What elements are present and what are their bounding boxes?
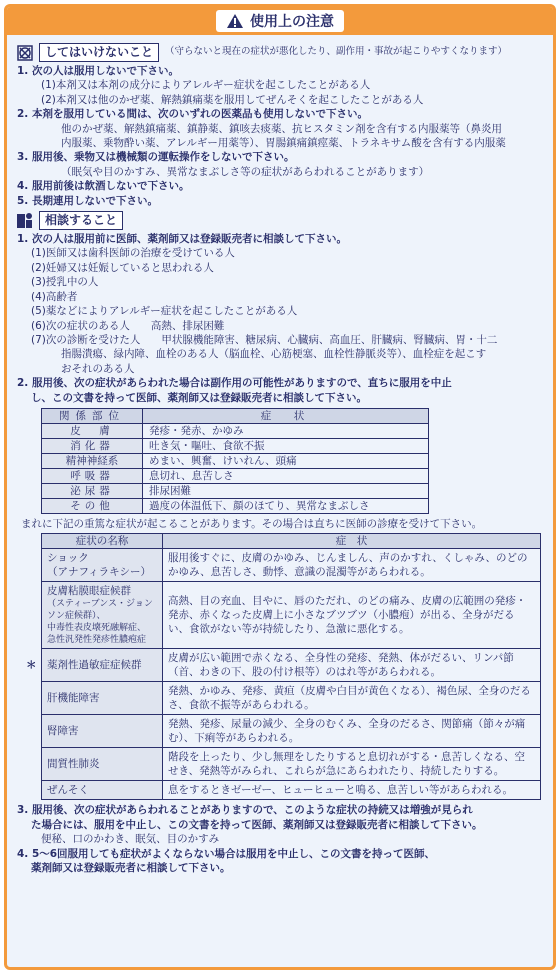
item-sub: 便秘、口のかわき、眠気、目のかすみ	[41, 833, 220, 846]
prohibited-icon	[17, 45, 33, 61]
table-cell: 息切れ、息苦しさ	[143, 468, 429, 483]
item-sub: (3)授乳中の人	[31, 276, 99, 289]
item-sub: (1)医師又は歯科医師の治療を受けている人	[31, 247, 235, 260]
symptom-description: 発熱、かゆみ、発疹、黄疸（皮膚や白目が黄色くなる）、褐色尿、全身のだるさ、食欲不振等があらわれる。	[163, 682, 541, 715]
symptom-name	[42, 582, 163, 649]
item-sub: (2)本剤又は他のかぜ薬、解熱鎮痛薬を服用してぜんそくを起こしたことがある人	[41, 93, 424, 106]
severe-table-wrap	[26, 533, 545, 800]
table-cell: その他	[42, 498, 143, 513]
consult-item-1	[17, 232, 545, 376]
item-sub: （眠気や目のかすみ、異常なまぶしさ等の症状があらわれることがあります）	[61, 165, 430, 178]
rare-severe-note: まれに下記の重篤な症状が起こることがあります。その場合は直ちに医師の診療を受けて下さい。	[21, 517, 483, 530]
item-sub: 内服薬、乗物酔い薬、アレルギー用薬等）、胃腸鎮痛鎮痙薬、トラネキサム酸を含有する内服薬	[61, 137, 506, 150]
symptom-name: ぜんそく	[42, 781, 163, 800]
symptom-name: 間質性肺炎	[42, 748, 163, 781]
table-cell: 精神神経系	[42, 453, 143, 468]
table-row	[42, 438, 429, 453]
dont-note: （守らないと現在の症状が悪化したり、副作用・事故が起こりやすくなります）	[165, 46, 508, 58]
table-cell: めまい、興奮、けいれん、頭痛	[143, 453, 429, 468]
table-row	[42, 423, 429, 438]
symptom-description: 服用後すぐに、皮膚のかゆみ、じんましん、声のかすれ、くしゃみ、のどのかゆみ、息苦しさ、動悸、意識の混濁等があらわれる。	[163, 549, 541, 582]
header-title-box	[216, 10, 344, 32]
table-cell: 消化器	[42, 438, 143, 453]
dont-item-4: 4. 服用前後は飲酒しないで下さい。	[17, 180, 190, 193]
table-header-row	[42, 534, 541, 549]
table-row	[42, 468, 429, 483]
symptom-description: 階段を上ったり、少し無理をしたりすると息切れがする・息苦しくなる、空せき、発熱等がみられ、これらが急にあらわれたり、持続したりする。	[163, 748, 541, 781]
consult-item-3	[17, 803, 545, 846]
item-heading: 1. 次の人は服用しないで下さい。	[17, 65, 179, 77]
table-row	[42, 748, 541, 781]
content	[7, 35, 553, 875]
side-effects-table	[41, 408, 429, 514]
item-heading: 3. 服用後、乗物又は機械類の運転操作をしないで下さい。	[17, 151, 295, 164]
star-mark: ＊	[26, 659, 37, 672]
symptom-description: 息をするときゼーゼー、ヒューヒューと鳴る、息苦しい等があらわれる。	[163, 781, 541, 800]
table-row	[42, 715, 541, 748]
table-cell: 皮 膚	[42, 423, 143, 438]
package-insert	[4, 4, 556, 970]
symptom-name-line: 中毒性表皮壊死融解症、	[47, 623, 147, 634]
symptom-name-line: ショック	[47, 552, 89, 565]
dont-label: してはいけないこと	[39, 43, 159, 62]
symptom-name-line: 急性汎発性発疹性膿疱症	[47, 635, 147, 646]
table-row	[42, 453, 429, 468]
item-sub: おそれのある人	[61, 362, 135, 375]
item-sub: (6)次の症状のある人 高熱、排尿困難	[31, 319, 225, 332]
item-sub: (2)妊婦又は妊娠していると思われる人	[31, 261, 214, 274]
item-sub: (1)本剤又は本剤の成分によりアレルギー症状を起こしたことがある人	[41, 79, 371, 92]
item-sub: 他のかぜ薬、解熱鎮痛薬、鎮静薬、鎮咳去痰薬、抗ヒスタミン剤を含有する内服薬等（鼻炎用	[61, 122, 502, 135]
column-header: 症 状	[143, 408, 429, 423]
warning-icon	[226, 13, 244, 29]
table-cell: 排尿困難	[143, 483, 429, 498]
item-heading: 4. 5～6回服用しても症状がよくならない場合は服用を中止し、この文書を持って医師、	[17, 847, 436, 860]
table-cell: 泌尿器	[42, 483, 143, 498]
item-heading: 薬剤師又は登録販売者に相談して下さい。	[31, 861, 231, 874]
column-header: 関係部位	[42, 408, 143, 423]
consult-item-4	[17, 847, 545, 876]
symptom-name	[42, 549, 163, 582]
consult-item-2	[17, 376, 545, 800]
table-cell: 呼吸器	[42, 468, 143, 483]
table-cell: 過度の体温低下、顔のほてり、異常なまぶしさ	[143, 498, 429, 513]
symptom-name: 肝機能障害	[42, 682, 163, 715]
item-heading: し、この文書を持って医師、薬剤師又は登録販売者に相談して下さい。	[31, 391, 367, 404]
symptom-description: 発熱、発疹、尿量の減少、全身のむくみ、全身のだるさ、関節痛（節々が痛む）、下痢等があらわれる。	[163, 715, 541, 748]
symptom-description: 高熱、目の充血、目やに、唇のただれ、のどの痛み、皮膚の広範囲の発疹・発赤、赤くなった皮膚上に小さなブツブツ（小膿疱）が出る、全身がだるい、食欲がない等が持続したり、急激に悪化する。	[163, 582, 541, 649]
item-heading: た場合には、服用を中止し、この文書を持って医師、薬剤師又は登録販売者に相談して下さい。	[31, 818, 483, 831]
item-sub: (5)薬などによりアレルギー症状を起こしたことがある人	[31, 305, 298, 318]
table-row	[42, 781, 541, 800]
table-row	[42, 549, 541, 582]
table-cell: 発疹・発赤、かゆみ	[143, 423, 429, 438]
dont-item-5: 5. 長期連用しないで下さい。	[17, 194, 158, 207]
consult-section-title	[17, 211, 545, 230]
dont-section-title	[17, 43, 545, 62]
symptom-name-line: （スティーブンス・ジョンソン症候群）、	[47, 599, 153, 622]
symptom-name	[26, 649, 163, 682]
table-row	[42, 682, 541, 715]
symptom-description: 皮膚が広い範囲で赤くなる、全身性の発疹、発熱、体がだるい、リンパ節（首、わきの下、股の付け根等）のはれ等があらわれる。	[163, 649, 541, 682]
item-heading: 1. 次の人は服用前に医師、薬剤師又は登録販売者に相談して下さい。	[17, 233, 347, 246]
consult-label: 相談すること	[39, 211, 123, 230]
item-sub: (4)高齢者	[31, 290, 78, 303]
table-row	[42, 483, 429, 498]
dont-item-3	[17, 150, 545, 179]
dont-item-1	[17, 64, 545, 107]
symptom-name-line: （アナフィラキシー）	[47, 566, 152, 579]
table-row	[42, 582, 541, 649]
item-heading: 3. 服用後、次の症状があらわれることがありますので、このような症状の持続又は増強が見られ	[17, 804, 473, 817]
table-cell: 吐き気・嘔吐、食欲不振	[143, 438, 429, 453]
consult-person-icon	[17, 212, 33, 230]
column-header: 症 状	[163, 534, 541, 549]
symptom-name-line: 薬剤性過敏症症候群	[47, 659, 142, 672]
severe-symptoms-table	[26, 533, 541, 800]
dont-item-2	[17, 107, 545, 150]
column-header: 症状の名称	[42, 534, 163, 549]
table-row	[42, 649, 541, 682]
header-bar	[7, 7, 553, 35]
table-header-row	[42, 408, 429, 423]
symptom-name-line: 皮膚粘膜眼症候群	[47, 585, 131, 598]
item-sub: (7)次の診断を受けた人 甲状腺機能障害、糖尿病、心臓病、高血圧、肝臓病、腎臓病、胃・十二	[31, 333, 498, 346]
item-heading: 2. 本剤を服用している間は、次のいずれの医薬品も使用しないで下さい。	[17, 108, 368, 121]
table-row	[42, 498, 429, 513]
item-sub: 指腸潰瘍、緑内障、血栓のある人（脳血栓、心筋梗塞、血栓性静脈炎等）、血栓症を起こす	[61, 348, 487, 361]
page-title: 使用上の注意	[250, 14, 334, 30]
symptom-name: 腎障害	[42, 715, 163, 748]
item-heading: 2. 服用後、次の症状があらわれた場合は副作用の可能性がありますので、直ちに服用を中止	[17, 377, 452, 390]
